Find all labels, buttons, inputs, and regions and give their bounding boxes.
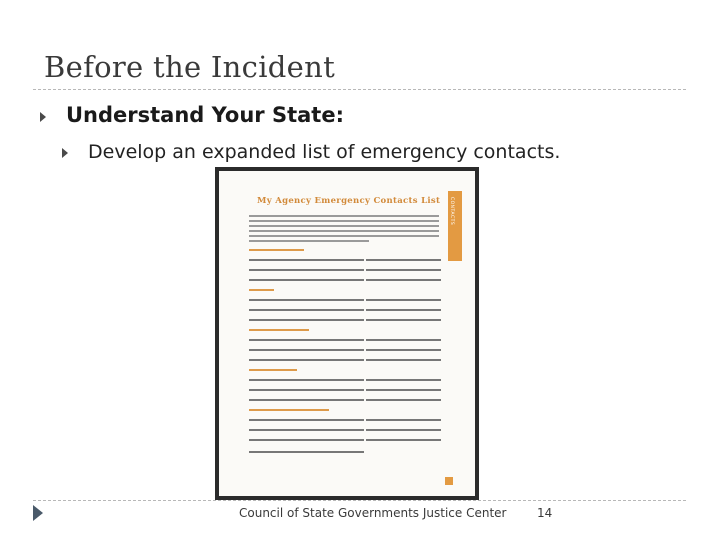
- title-divider: [33, 89, 686, 90]
- document-side-tab-label: CONTACTS: [449, 197, 454, 226]
- document-page: [219, 171, 475, 496]
- document-page-marker: [445, 477, 453, 485]
- bullet-level2: Develop an expanded list of emergency contacts.: [88, 141, 561, 163]
- slide-title: Before the Incident: [44, 50, 336, 84]
- contacts-list-document-image: [215, 167, 479, 500]
- page-number: 14: [537, 506, 553, 520]
- bullet-level1: Understand Your State:: [66, 103, 344, 127]
- footer-divider: [33, 500, 686, 501]
- slide-nav-arrow-icon[interactable]: [33, 505, 43, 521]
- document-heading: My Agency Emergency Contacts List: [257, 196, 441, 206]
- sub-bullet-arrow-icon: [62, 148, 68, 158]
- footer-text: Council of State Governments Justice Center: [239, 506, 507, 520]
- document-side-tab: [448, 191, 462, 261]
- bullet-arrow-icon: [40, 112, 46, 122]
